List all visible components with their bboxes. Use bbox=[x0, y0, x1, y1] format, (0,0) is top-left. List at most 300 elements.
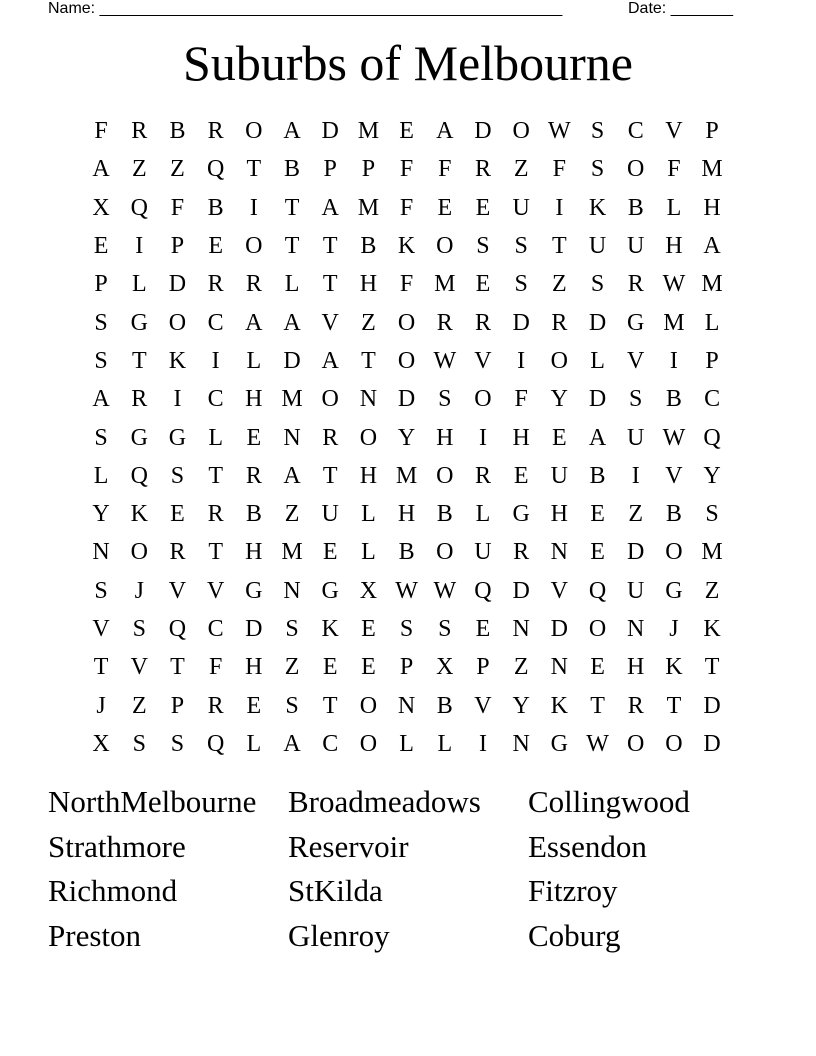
grid-letter: B bbox=[207, 194, 224, 221]
grid-letter: D bbox=[550, 616, 569, 642]
grid-letter: W bbox=[395, 577, 418, 604]
grid-letter: I bbox=[478, 424, 487, 451]
grid-letter: S bbox=[705, 501, 719, 528]
grid-letter: F bbox=[667, 156, 681, 183]
grid-letter: N bbox=[283, 577, 301, 604]
grid-letter: S bbox=[285, 616, 299, 642]
grid-letter: L bbox=[246, 347, 262, 374]
grid-row bbox=[82, 112, 731, 150]
grid-letter: T bbox=[552, 233, 567, 260]
grid-letter: E bbox=[475, 616, 491, 642]
grid-letter: G bbox=[168, 424, 187, 451]
grid-letter: D bbox=[474, 118, 492, 145]
grid-letter: P bbox=[170, 692, 185, 719]
grid-letter: Z bbox=[552, 271, 567, 298]
grid-letter: O bbox=[397, 309, 416, 336]
grid-letter: O bbox=[321, 386, 339, 413]
grid-letter: H bbox=[359, 271, 378, 298]
grid-letter: E bbox=[322, 654, 338, 681]
grid-letter: S bbox=[132, 730, 146, 757]
grid-letter: F bbox=[208, 654, 223, 681]
grid-letter: E bbox=[322, 539, 338, 566]
grid-letter: F bbox=[94, 118, 108, 145]
grid-letter: K bbox=[703, 616, 721, 642]
grid-letter: B bbox=[245, 501, 262, 528]
grid-letter: L bbox=[399, 730, 414, 757]
grid-letter: T bbox=[246, 156, 262, 183]
grid-letter: D bbox=[245, 616, 263, 642]
grid-letter: S bbox=[514, 271, 528, 298]
grid-letter: T bbox=[704, 654, 720, 681]
grid-letter: C bbox=[207, 309, 224, 336]
grid-letter: T bbox=[93, 654, 109, 681]
grid-letter: O bbox=[359, 692, 378, 719]
grid-letter: V bbox=[321, 309, 339, 336]
grid-letter: R bbox=[207, 501, 224, 528]
grid-letter: B bbox=[169, 118, 186, 145]
grid-letter: R bbox=[436, 309, 453, 336]
grid-letter: P bbox=[399, 654, 414, 681]
grid-letter: G bbox=[245, 577, 263, 604]
grid-letter: P bbox=[361, 156, 376, 183]
word-list-item: Preston bbox=[48, 918, 141, 954]
grid-letter: W bbox=[662, 424, 686, 451]
grid-letter: B bbox=[436, 692, 453, 719]
name-field-label: Name: ____________________________________________________ bbox=[48, 0, 563, 17]
grid-letter: N bbox=[627, 616, 645, 642]
grid-letter: E bbox=[170, 501, 185, 528]
grid-letter: R bbox=[207, 118, 224, 145]
grid-letter: O bbox=[168, 309, 187, 336]
grid-letter: Q bbox=[703, 424, 721, 451]
grid-letter: E bbox=[208, 233, 223, 260]
grid-letter: I bbox=[249, 194, 258, 221]
grid-letter: T bbox=[322, 233, 338, 260]
grid-letter: V bbox=[130, 654, 148, 681]
grid-letter: V bbox=[92, 616, 110, 642]
grid-letter: D bbox=[321, 118, 339, 145]
grid-letter: Z bbox=[131, 156, 147, 183]
grid-row bbox=[82, 303, 731, 341]
grid-letter: R bbox=[245, 271, 262, 298]
grid-letter: H bbox=[245, 386, 263, 413]
grid-letter: R bbox=[322, 424, 339, 451]
grid-letter: T bbox=[322, 462, 338, 489]
grid-letter: G bbox=[550, 730, 569, 757]
word-list-item: Coburg bbox=[528, 918, 621, 954]
grid-letter: S bbox=[590, 156, 605, 183]
grid-letter: H bbox=[397, 501, 416, 528]
grid-letter: F bbox=[438, 156, 452, 183]
grid-letter: G bbox=[321, 577, 339, 604]
grid-letter: J bbox=[669, 616, 679, 642]
grid-letter: E bbox=[93, 233, 109, 260]
grid-row bbox=[82, 380, 731, 418]
grid-letter: I bbox=[211, 347, 220, 374]
grid-letter: V bbox=[168, 577, 187, 604]
grid-letter: I bbox=[173, 386, 182, 413]
grid-letter: O bbox=[359, 730, 378, 757]
grid-letter: G bbox=[665, 577, 683, 604]
grid-letter: A bbox=[436, 118, 454, 145]
grid-letter: S bbox=[399, 616, 414, 642]
grid-letter: O bbox=[588, 616, 607, 642]
grid-letter: A bbox=[92, 156, 110, 183]
grid-letter: W bbox=[548, 118, 571, 145]
grid-letter: K bbox=[168, 347, 187, 374]
grid-row bbox=[82, 418, 731, 456]
grid-letter: E bbox=[361, 616, 376, 642]
word-list-item: Fitzroy bbox=[528, 873, 618, 909]
word-search-grid bbox=[82, 112, 731, 763]
grid-letter: B bbox=[436, 501, 453, 528]
grid-letter: Y bbox=[92, 501, 110, 528]
grid-letter: F bbox=[399, 271, 414, 298]
grid-letter: D bbox=[168, 271, 187, 298]
grid-letter: B bbox=[284, 156, 301, 183]
grid-letter: N bbox=[359, 386, 378, 413]
grid-letter: Y bbox=[512, 692, 530, 719]
grid-letter: M bbox=[701, 156, 723, 183]
grid-letter: B bbox=[627, 194, 644, 221]
grid-letter: O bbox=[359, 424, 378, 451]
grid-letter: K bbox=[588, 194, 607, 221]
grid-letter: G bbox=[512, 501, 530, 528]
grid-letter: G bbox=[130, 424, 148, 451]
grid-letter: Z bbox=[513, 156, 529, 183]
grid-letter: R bbox=[131, 386, 148, 413]
grid-letter: S bbox=[438, 386, 452, 413]
grid-letter: U bbox=[627, 233, 645, 260]
grid-letter: O bbox=[550, 347, 569, 374]
grid-letter: Z bbox=[361, 309, 376, 336]
grid-row bbox=[82, 572, 731, 610]
grid-letter: O bbox=[512, 118, 530, 145]
grid-letter: N bbox=[92, 539, 110, 566]
grid-letter: S bbox=[94, 347, 108, 374]
grid-letter: M bbox=[357, 194, 380, 221]
grid-letter: T bbox=[131, 347, 147, 374]
grid-letter: V bbox=[627, 347, 645, 374]
grid-letter: U bbox=[474, 539, 492, 566]
grid-letter: R bbox=[169, 539, 186, 566]
grid-letter: M bbox=[357, 118, 380, 145]
grid-letter: A bbox=[588, 424, 607, 451]
grid-letter: M bbox=[395, 462, 418, 489]
grid-letter: H bbox=[436, 424, 454, 451]
grid-letter: C bbox=[207, 386, 224, 413]
grid-letter: M bbox=[663, 309, 685, 336]
grid-letter: U bbox=[627, 577, 645, 604]
grid-letter: S bbox=[170, 730, 185, 757]
grid-letter: L bbox=[284, 271, 300, 298]
grid-letter: Z bbox=[628, 501, 644, 528]
grid-letter: L bbox=[93, 462, 109, 489]
grid-row bbox=[82, 533, 731, 571]
grid-letter: L bbox=[208, 424, 223, 451]
grid-letter: I bbox=[555, 194, 564, 221]
grid-letter: S bbox=[132, 616, 146, 642]
grid-letter: D bbox=[397, 386, 416, 413]
grid-letter: O bbox=[436, 233, 454, 260]
grid-letter: V bbox=[665, 118, 683, 145]
grid-letter: T bbox=[666, 692, 682, 719]
grid-letter: O bbox=[474, 386, 492, 413]
grid-letter: Q bbox=[588, 577, 607, 604]
grid-letter: I bbox=[478, 730, 487, 757]
grid-letter: C bbox=[704, 386, 721, 413]
grid-letter: D bbox=[703, 692, 721, 719]
grid-letter: T bbox=[284, 194, 300, 221]
grid-letter: M bbox=[281, 539, 303, 566]
word-list-item: Reservoir bbox=[288, 828, 409, 864]
grid-letter: Y bbox=[703, 462, 721, 489]
grid-letter: Q bbox=[130, 194, 148, 221]
grid-letter: P bbox=[170, 233, 185, 260]
grid-letter: A bbox=[321, 347, 339, 374]
grid-letter: V bbox=[474, 347, 492, 374]
grid-letter: Q bbox=[206, 730, 225, 757]
grid-letter: C bbox=[207, 616, 224, 642]
grid-letter: E bbox=[399, 118, 414, 145]
grid-letter: K bbox=[665, 654, 683, 681]
grid-letter: L bbox=[666, 194, 682, 221]
grid-letter: L bbox=[131, 271, 147, 298]
grid-letter: S bbox=[438, 616, 452, 642]
grid-letter: D bbox=[588, 386, 607, 413]
grid-row bbox=[82, 610, 731, 648]
grid-letter: L bbox=[475, 501, 491, 528]
grid-letter: R bbox=[474, 462, 491, 489]
grid-letter: R bbox=[474, 156, 491, 183]
grid-letter: N bbox=[550, 539, 569, 566]
grid-letter: V bbox=[206, 577, 225, 604]
grid-letter: C bbox=[322, 730, 339, 757]
grid-letter: Z bbox=[513, 654, 529, 681]
grid-letter: A bbox=[283, 730, 301, 757]
grid-letter: H bbox=[245, 654, 263, 681]
grid-row bbox=[82, 227, 731, 265]
grid-letter: W bbox=[586, 730, 609, 757]
grid-letter: Q bbox=[168, 616, 187, 642]
grid-letter: U bbox=[512, 194, 530, 221]
grid-letter: R bbox=[513, 539, 530, 566]
grid-letter: Z bbox=[131, 692, 147, 719]
grid-letter: R bbox=[627, 692, 644, 719]
grid-letter: L bbox=[590, 347, 605, 374]
grid-letter: M bbox=[434, 271, 456, 298]
grid-letter: Z bbox=[284, 654, 300, 681]
grid-letter: F bbox=[399, 194, 414, 221]
grid-letter: W bbox=[433, 577, 457, 604]
grid-letter: P bbox=[705, 118, 719, 145]
grid-letter: A bbox=[321, 194, 339, 221]
grid-letter: E bbox=[590, 539, 605, 566]
grid-letter: Q bbox=[206, 156, 225, 183]
word-list-item: NorthMelbourne bbox=[48, 784, 257, 819]
word-list-item: Richmond bbox=[48, 873, 178, 909]
grid-letter: H bbox=[703, 194, 721, 221]
grid-letter: L bbox=[246, 730, 262, 757]
grid-letter: O bbox=[627, 730, 645, 757]
grid-letter: K bbox=[550, 692, 569, 719]
grid-letter: N bbox=[512, 616, 530, 642]
grid-letter: J bbox=[134, 577, 144, 604]
grid-letter: K bbox=[397, 233, 416, 260]
grid-letter: R bbox=[474, 309, 491, 336]
grid-letter: P bbox=[94, 271, 108, 298]
grid-letter: L bbox=[437, 730, 453, 757]
grid-letter: Z bbox=[284, 501, 300, 528]
grid-letter: X bbox=[92, 194, 110, 221]
grid-row bbox=[82, 686, 731, 724]
word-list-item: Collingwood bbox=[528, 784, 690, 819]
grid-letter: R bbox=[131, 118, 148, 145]
grid-letter: B bbox=[665, 386, 682, 413]
grid-letter: P bbox=[323, 156, 337, 183]
grid-letter: H bbox=[665, 233, 683, 260]
grid-letter: D bbox=[703, 730, 721, 757]
grid-letter: N bbox=[550, 654, 569, 681]
grid-letter: S bbox=[94, 309, 108, 336]
grid-letter: A bbox=[245, 309, 263, 336]
grid-letter: D bbox=[627, 539, 645, 566]
grid-letter: F bbox=[514, 386, 528, 413]
grid-letter: N bbox=[283, 424, 301, 451]
grid-letter: Z bbox=[170, 156, 185, 183]
grid-letter: O bbox=[665, 730, 683, 757]
grid-row bbox=[82, 648, 731, 686]
grid-letter: X bbox=[92, 730, 110, 757]
grid-letter: S bbox=[629, 386, 643, 413]
grid-letter: S bbox=[94, 577, 108, 604]
grid-letter: I bbox=[631, 462, 640, 489]
grid-letter: S bbox=[170, 462, 185, 489]
grid-letter: W bbox=[433, 347, 457, 374]
grid-letter: E bbox=[361, 654, 376, 681]
grid-letter: M bbox=[701, 539, 723, 566]
grid-letter: O bbox=[245, 118, 263, 145]
grid-letter: A bbox=[283, 309, 301, 336]
grid-letter: Y bbox=[550, 386, 569, 413]
grid-letter: H bbox=[627, 654, 645, 681]
word-list-item: Essendon bbox=[528, 828, 647, 864]
grid-row bbox=[82, 342, 731, 380]
word-list-item: StKilda bbox=[288, 873, 383, 909]
grid-letter: D bbox=[512, 577, 530, 604]
grid-letter: L bbox=[361, 501, 376, 528]
grid-letter: R bbox=[207, 271, 224, 298]
grid-letter: S bbox=[94, 424, 108, 451]
grid-letter: S bbox=[514, 233, 528, 260]
grid-letter: S bbox=[476, 233, 490, 260]
grid-letter: H bbox=[359, 462, 378, 489]
grid-letter: O bbox=[245, 233, 263, 260]
grid-letter: Z bbox=[704, 577, 720, 604]
grid-letter: G bbox=[130, 309, 148, 336]
grid-letter: G bbox=[627, 309, 645, 336]
grid-letter: U bbox=[588, 233, 607, 260]
grid-letter: A bbox=[92, 386, 110, 413]
grid-letter: K bbox=[321, 616, 339, 642]
grid-letter: R bbox=[207, 692, 224, 719]
grid-letter: I bbox=[517, 347, 526, 374]
word-list bbox=[48, 780, 768, 959]
grid-letter: B bbox=[589, 462, 606, 489]
grid-row bbox=[82, 495, 731, 533]
grid-letter: O bbox=[436, 462, 454, 489]
grid-letter: F bbox=[552, 156, 567, 183]
grid-letter: K bbox=[130, 501, 148, 528]
grid-letter: V bbox=[474, 692, 492, 719]
grid-letter: U bbox=[550, 462, 569, 489]
grid-letter: M bbox=[701, 271, 723, 298]
grid-row bbox=[82, 725, 731, 763]
grid-row bbox=[82, 150, 731, 188]
grid-letter: D bbox=[512, 309, 530, 336]
grid-letter: T bbox=[208, 539, 223, 566]
grid-letter: V bbox=[665, 462, 683, 489]
date-field-label: Date: _______ bbox=[628, 0, 733, 17]
grid-letter: F bbox=[399, 156, 414, 183]
grid-letter: L bbox=[704, 309, 720, 336]
grid-letter: O bbox=[665, 539, 683, 566]
grid-letter: U bbox=[627, 424, 645, 451]
grid-letter: D bbox=[588, 309, 607, 336]
grid-letter: E bbox=[513, 462, 529, 489]
grid-letter: A bbox=[283, 462, 301, 489]
grid-letter: X bbox=[436, 654, 454, 681]
grid-letter: W bbox=[662, 271, 686, 298]
grid-letter: A bbox=[283, 118, 301, 145]
grid-row bbox=[82, 457, 731, 495]
word-list-item: Glenroy bbox=[288, 918, 390, 954]
grid-letter: E bbox=[437, 194, 453, 221]
grid-letter: C bbox=[627, 118, 644, 145]
grid-letter: S bbox=[590, 271, 605, 298]
grid-letter: N bbox=[397, 692, 416, 719]
grid-letter: B bbox=[360, 233, 377, 260]
word-list-item: Strathmore bbox=[48, 828, 186, 864]
grid-letter: L bbox=[361, 539, 376, 566]
grid-letter: T bbox=[170, 654, 185, 681]
grid-letter: T bbox=[590, 692, 605, 719]
grid-letter: Q bbox=[130, 462, 148, 489]
grid-letter: R bbox=[627, 271, 644, 298]
grid-letter: H bbox=[512, 424, 530, 451]
grid-letter: U bbox=[321, 501, 339, 528]
grid-letter: D bbox=[283, 347, 301, 374]
grid-letter: B bbox=[398, 539, 415, 566]
grid-letter: V bbox=[550, 577, 569, 604]
worksheet-header bbox=[48, 0, 744, 20]
grid-letter: P bbox=[476, 654, 490, 681]
word-list-item: Broadmeadows bbox=[288, 784, 481, 819]
grid-letter: B bbox=[665, 501, 682, 528]
grid-letter: S bbox=[285, 692, 299, 719]
grid-letter: I bbox=[135, 233, 144, 260]
grid-letter: O bbox=[627, 156, 645, 183]
grid-letter: Q bbox=[474, 577, 492, 604]
grid-letter: E bbox=[590, 654, 605, 681]
grid-letter: E bbox=[475, 271, 491, 298]
grid-letter: R bbox=[551, 309, 568, 336]
grid-letter: X bbox=[359, 577, 378, 604]
grid-letter: T bbox=[322, 271, 338, 298]
grid-letter: P bbox=[705, 347, 719, 374]
grid-letter: N bbox=[512, 730, 530, 757]
grid-letter: O bbox=[130, 539, 148, 566]
